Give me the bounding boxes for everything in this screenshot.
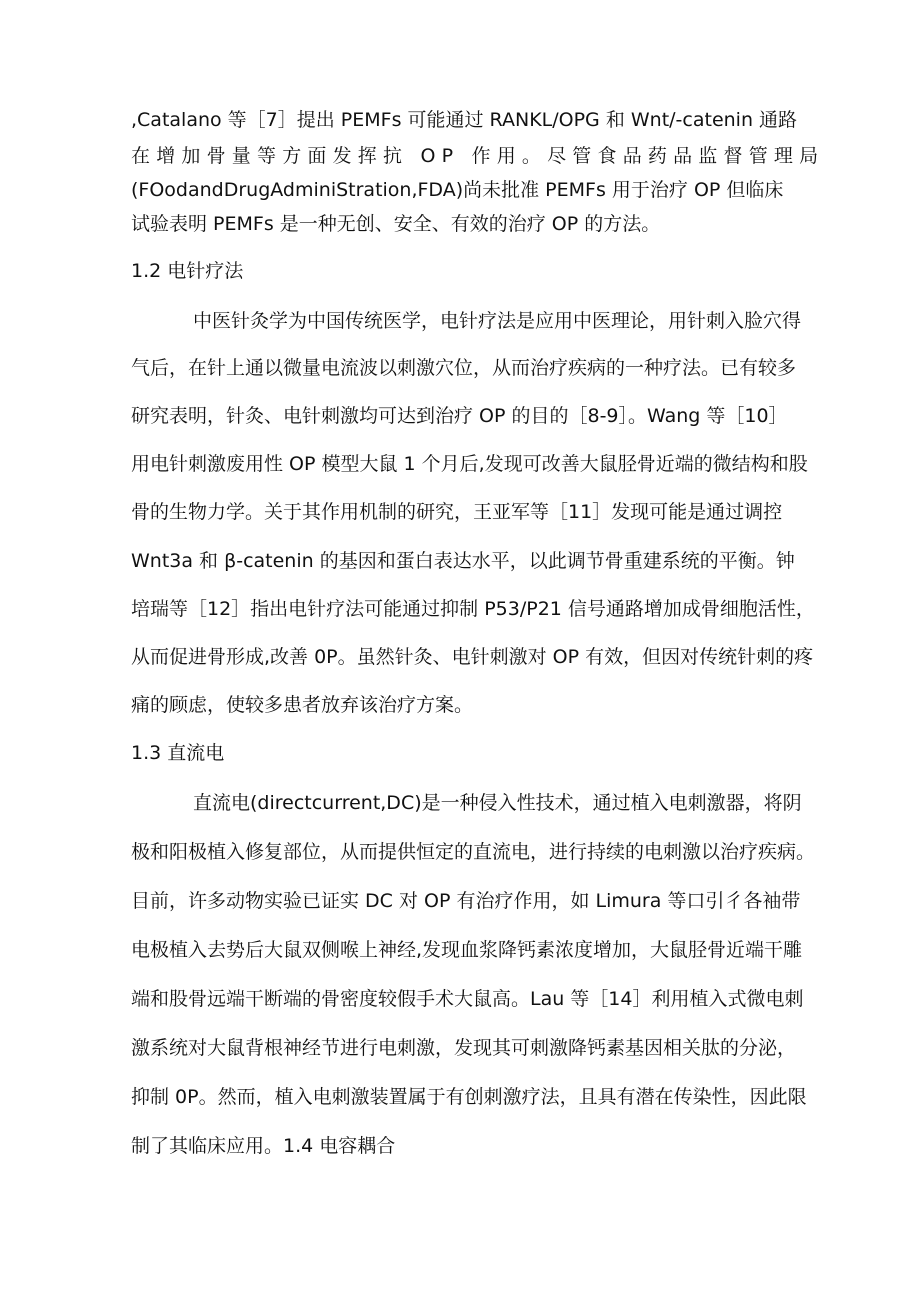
section-1-3-line-5: 端和股骨远端干断端的骨密度较假手术大鼠高。Lau 等［14］利用植入式微电刺: [131, 988, 804, 1010]
section-heading-1-2: 1.2 电针疗法: [131, 260, 244, 282]
section-1-3-line-3: 目前，许多动物实验已证实 DC 对 OP 有治疗作用，如 Limura 等口引彳各袖带: [131, 890, 801, 912]
section-1-3-line-4: 电极植入去势后大鼠双侧喉上神经,发现血浆降钙素浓度增加，大鼠胫骨近端干雕: [131, 939, 803, 961]
section-1-3-line-7: 抑制 0P。然而，植入电刺激装置属于有创刺激疗法，且具有潜在传染性，因此限: [131, 1086, 807, 1108]
section-1-3-line-1: 直流电(directcurrent,DC)是一种侵入性技术，通过植入电刺激器，将阴: [193, 792, 802, 814]
intro-line-1: ,Catalano 等［7］提出 PEMFs 可能通过 RANKL/OPG 和 Wnt∕-catenin 通路: [131, 109, 798, 131]
intro-line-3: (FOodandDrugAdminiStration,FDA)尚未批准 PEMFs 用于治疗 OP 但临床: [131, 179, 784, 201]
section-1-2-line-1: 中医针灸学为中国传统医学，电针疗法是应用中医理论，用针刺入脸穴得: [193, 310, 802, 332]
section-heading-1-3: 1.3 直流电: [131, 742, 225, 764]
intro-line-4: 试验表明 PEMFs 是一种无创、安全、有效的治疗 OP 的方法。: [131, 213, 661, 235]
section-1-3-line-2: 极和阳极植入修复部位，从而提供恒定的直流电，进行持续的电刺激以治疗疾病。: [131, 841, 816, 863]
section-1-2-line-9: 痛的顾虑，使较多患者放弃该治疗方案。: [131, 694, 474, 716]
section-1-2-line-3: 研究表明，针灸、电针刺激均可达到治疗 OP 的目的［8-9］。Wang 等［10］: [131, 405, 788, 427]
section-1-2-line-8: 从而促进骨形成,改善 0P。虽然针灸、电针刺激对 OP 有效，但因对传统针刺的疼: [131, 646, 814, 668]
section-1-2-line-5: 骨的生物力学。关于其作用机制的研究，王亚军等［11］发现可能是通过调控: [131, 501, 783, 523]
section-1-3-line-8: 制了其临床应用。1.4 电容耦合: [131, 1135, 396, 1157]
section-1-2-line-7: 培瑞等［12］指出电针疗法可能通过抑制 P53/P21 信号通路增加成骨细胞活性，: [131, 598, 815, 620]
section-1-2-line-6: Wnt3a 和 β-catenin 的基因和蛋白表达水平，以此调节骨重建系统的平衡。钟: [131, 550, 795, 572]
intro-line-2: 在增加骨量等方面发挥抗 OP 作用。尽管食品药品监督管理局: [131, 145, 825, 167]
section-1-2-line-2: 气后，在针上通以微量电流波以刺激穴位，从而治疗疾病的一种疗法。已有较多: [131, 357, 797, 379]
section-1-2-line-4: 用电针刺激废用性 OP 模型大鼠 1 个月后,发现可改善大鼠胫骨近端的微结构和股: [131, 453, 808, 475]
section-1-3-line-6: 激系统对大鼠背根神经节进行电刺激，发现其可刺激降钙素基因相关肽的分泌，: [131, 1037, 797, 1059]
